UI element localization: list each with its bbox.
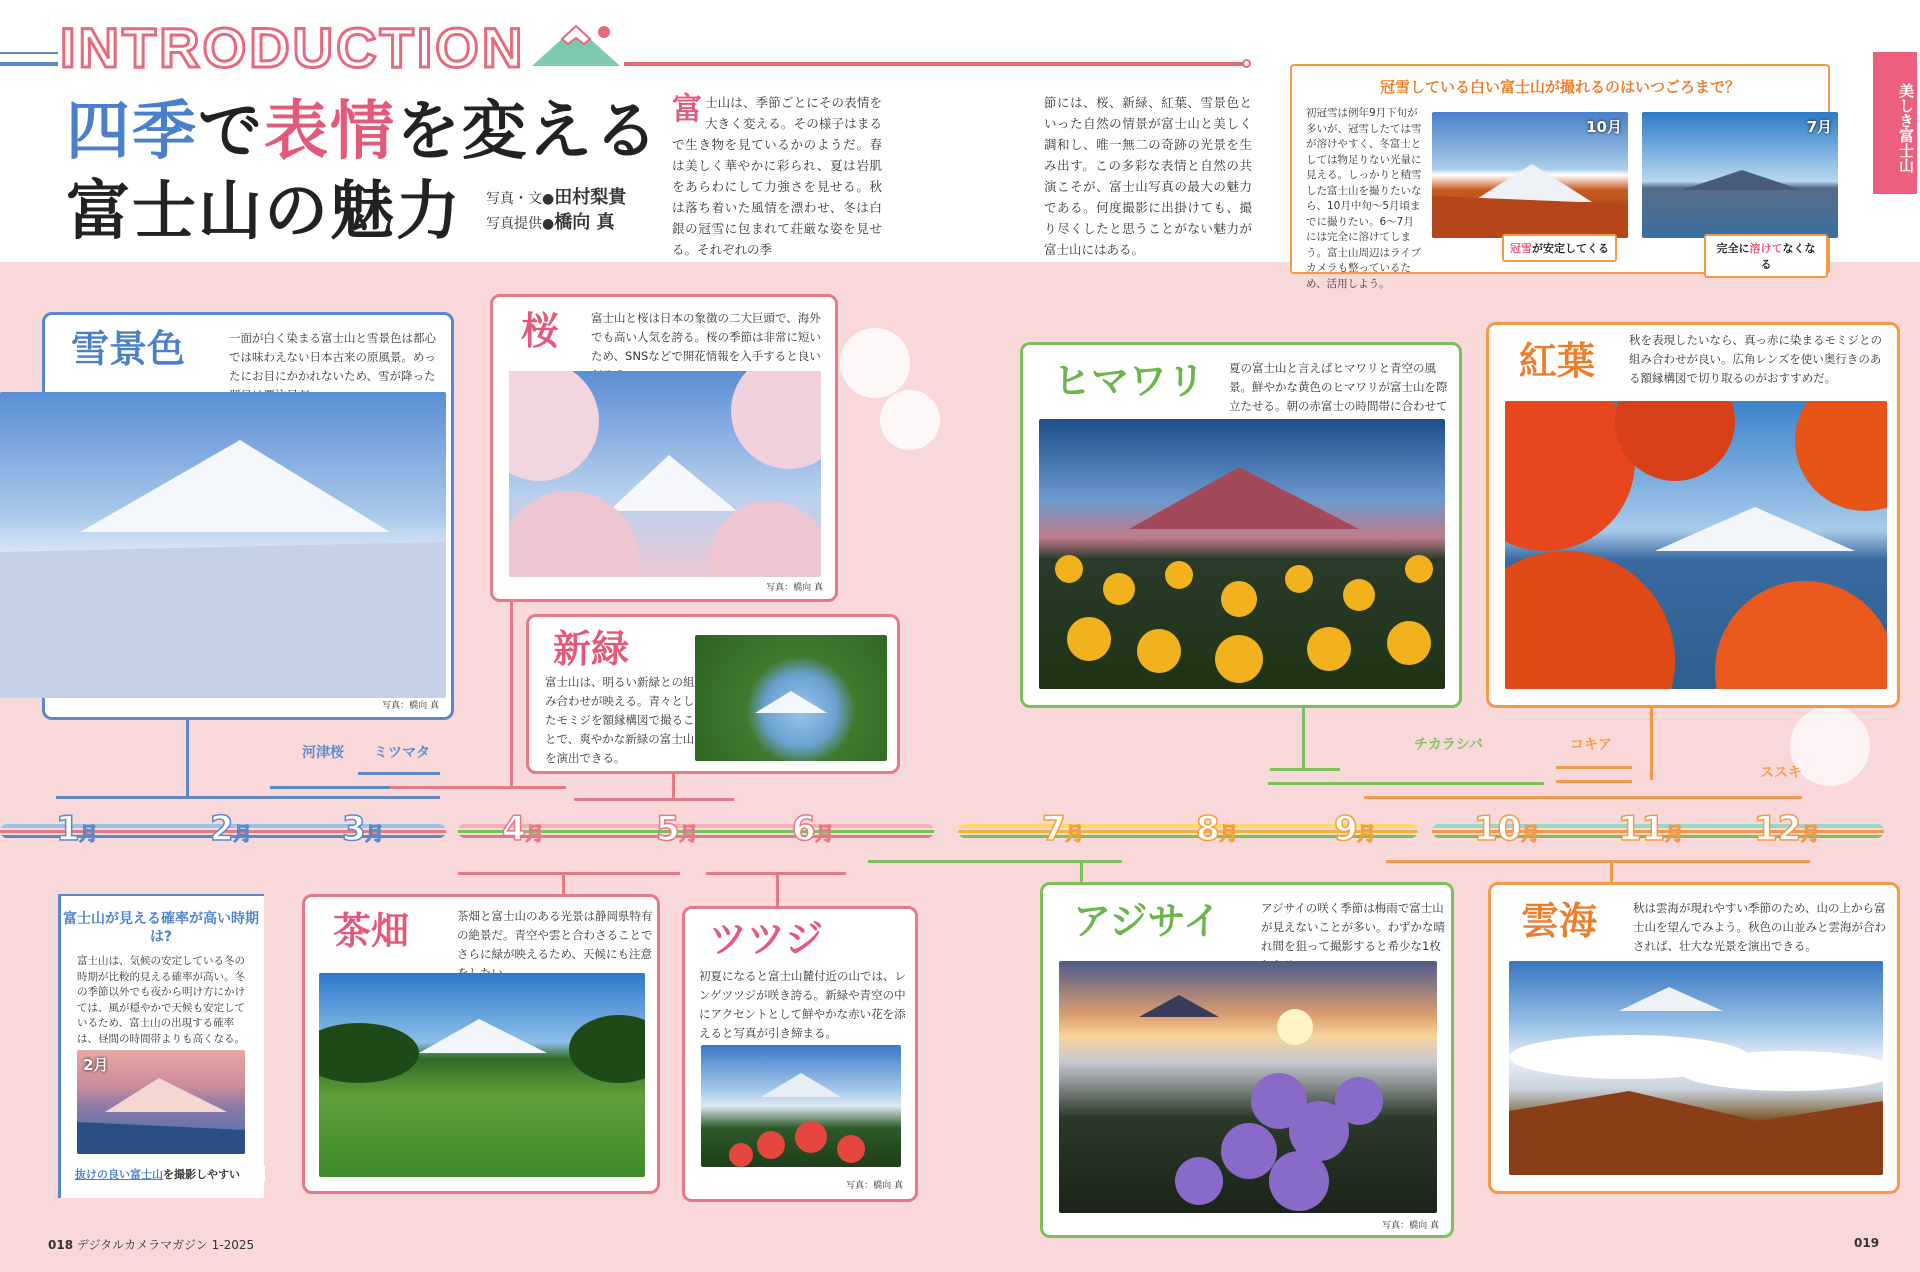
label-mitsumata: ミツマタ	[374, 745, 430, 761]
card-desc: 夏の富士山と言えばヒマワリと青空の風景。鮮やかな黄色のヒマワリが富士山を際立たせる。朝の赤富士の時間帯に合わせて	[1229, 361, 1448, 413]
month-5: 5月	[656, 809, 698, 849]
range-koyo	[1556, 780, 1632, 783]
header-rule-right	[624, 62, 1244, 66]
header-rule-left-thin	[0, 52, 58, 54]
header-rule-dot	[1242, 59, 1251, 68]
photo-february: 2月	[77, 1050, 245, 1154]
mount-fuji-icon	[528, 18, 624, 68]
range-kawazu	[270, 786, 398, 789]
card-sakura	[490, 294, 838, 602]
card-title: ツツジ	[709, 917, 824, 961]
snow-cap-box	[1290, 64, 1832, 290]
card-desc: 富士山と桜は日本の象徴の二大巨頭で、海外でも高い人気を誇る。桜の季節は非常に短いため、SNSなどで開花情報を入手すると良い	[591, 311, 821, 363]
connector	[672, 774, 675, 798]
photo-shinryoku	[695, 635, 887, 761]
card-shinryoku	[526, 614, 900, 774]
connector	[1302, 708, 1305, 770]
card-desc: 一面が白く染まる富士山と雪景色は都心では味わえない日本古来の原風景。めったにお目にかかれないため、雪が降った	[229, 331, 436, 383]
connector	[510, 602, 513, 786]
footer-left: 018 デジタルカメラマガジン 1-2025	[48, 1238, 255, 1252]
card-title: 紅葉	[1519, 339, 1596, 383]
card-title: アジサイ	[1073, 899, 1221, 943]
photo-chabatake	[319, 973, 645, 1177]
month-2: 2月	[210, 809, 252, 849]
month-7: 7月	[1042, 809, 1084, 849]
label-kawazu: 河津桜	[302, 745, 344, 761]
snow-box-title: 冠雪している白い富士山が撮れるのはいつごろまで？	[1379, 78, 1740, 96]
card-koyo	[1486, 322, 1900, 708]
photo-ajisai	[1059, 961, 1437, 1213]
card-title: 雲海	[1521, 899, 1598, 943]
card-unkai	[1488, 882, 1900, 1194]
photo-october: 10月	[1432, 112, 1628, 238]
footer-right-page: 019	[1854, 1236, 1880, 1250]
connector	[1650, 708, 1653, 780]
visibility-text: 富士山は、気候の安定している冬の時期が比較的見える確率が高い。冬の季節以外でも夜から明け方にかけては、風が穏やかで天候も安定しているため、富士山の出現する確率は、昼間の時間帯よりも高くなる。	[77, 955, 245, 1045]
card-chabatake	[302, 894, 660, 1194]
photo-unkai	[1509, 961, 1883, 1175]
photo-credit: 写真：橋向 真	[766, 583, 823, 593]
card-desc: 初夏になると富士山麓付近の山では、レンゲツツジが咲き誇る。新緑や青空の中にアクセントとして鮮やかな赤い花を添えると写真が引き締まる。	[699, 969, 906, 1040]
deco-circle	[1790, 706, 1870, 786]
card-desc: 茶畑と富士山のある光景は静岡県特有の絶景だ。青空や雲と合わさることでさらに緑が映えるため、天候にも注意	[457, 909, 653, 961]
connector	[776, 872, 779, 906]
month-1: 1月	[56, 809, 98, 849]
section-tab: 美しき富士山	[1873, 52, 1917, 194]
intro-column-2: 節には、桜、新緑、紅葉、雪景色といった自然の情景が富士山と美しく調和し、唯一無二の奇跡の光景を生み出す。この多彩な表情と自然の共演こそが、富士山写真の最大の魅力である。何度撮影に出掛けても、撮り尽くしたと思うことがない魅力が富士山にはある。	[1044, 95, 1252, 257]
card-title: 茶畑	[333, 909, 410, 953]
deco-circle	[880, 390, 940, 450]
card-title: ヒマワリ	[1053, 359, 1206, 403]
range-kokia	[1556, 766, 1632, 769]
range-sakura	[390, 786, 566, 789]
photo-credit: 写真：橋向 真	[1382, 1221, 1439, 1231]
range-yukigeshiki	[56, 796, 440, 799]
snow-box-text: 初冠雪は例年9月下旬が多いが、冠雪したては雪が溶けやすく、冬富士としては物足りない光量に見える。しっかりと積雪した富士山を撮りたいなら、10月中旬〜5月頃までに撮りたい。6〜7月には完全に溶けてしまう。富士山周辺はライブカメラも整っているため、活用しよう。	[1306, 107, 1422, 290]
photo-himawari	[1039, 419, 1445, 689]
badge-melted: 完全に溶けてなくなる	[1704, 234, 1828, 278]
month-4: 4月	[502, 809, 544, 849]
month-9: 9月	[1334, 809, 1376, 849]
card-title: 新緑	[553, 627, 630, 671]
range-mitsumata	[358, 772, 440, 775]
deco-circle	[840, 328, 910, 398]
card-himawari	[1020, 342, 1462, 708]
card-desc: アジサイの咲く季節は梅雨で富士山が見えないことが多い。わずかな晴れ間を狙って撮影すると希少な1枚	[1261, 901, 1445, 953]
visibility-title: 富士山が見える確率が高い時期は?	[63, 911, 259, 945]
card-desc: 秋を表現したいなら、真っ赤に染まるモミジとの組み合わせが良い。広角レンズを使い奥行きのある額縁構図で切り取るのがおすすめだ。	[1629, 333, 1882, 385]
label-chikara: チカラシバ	[1414, 737, 1483, 753]
range-chabatake	[458, 872, 680, 875]
photo-tsutsuji	[701, 1045, 901, 1167]
card-ajisai	[1040, 882, 1454, 1238]
month-8: 8月	[1196, 809, 1238, 849]
month-12: 12月	[1754, 809, 1820, 849]
photo-credit: 写真：橋向 真	[382, 701, 439, 711]
range-himawari	[1270, 768, 1340, 771]
card-desc: 富士山は、明るい新緑との組み合わせが映える。青々としたモミジを額縁構図で撮ることで、爽やかな新緑の富士山を演出できる。	[545, 675, 695, 765]
card-tsutsuji	[682, 906, 918, 1202]
range-ajisai	[868, 860, 1122, 863]
label-susuki: ススキ	[1760, 765, 1802, 781]
photo-sakura	[509, 371, 821, 577]
visibility-box	[58, 894, 264, 1198]
range-shinryoku	[574, 798, 734, 801]
connector	[1080, 860, 1083, 882]
card-desc: 秋は雲海が現れやすい季節のため、山の上から富士山を望んでみよう。秋色の山並みと雲海が合わされば、壮大な光景を演出できる。	[1633, 901, 1886, 953]
visibility-caption: 抜けの良い富士山を撮影しやすい	[75, 1166, 265, 1182]
month-6: 6月	[792, 809, 834, 849]
credits: 写真・文●田村梨貴 写真提供●橋向 真	[486, 187, 627, 233]
label-kokia: コキア	[1570, 737, 1612, 753]
badge-stable: 冠雪が安定してくる	[1502, 234, 1617, 262]
photo-july: 7月	[1642, 112, 1838, 238]
range-chikara	[1268, 782, 1544, 785]
month-3: 3月	[342, 809, 384, 849]
photo-credit: 写真：橋向 真	[846, 1181, 903, 1191]
header-rule-left	[0, 62, 58, 66]
card-title: 雪景色	[71, 327, 186, 371]
card-title: 桜	[521, 309, 560, 353]
connector	[186, 720, 189, 798]
month-11: 11月	[1618, 809, 1684, 849]
header-title: INTRODUCTION	[60, 16, 526, 79]
photo-koyo	[1505, 401, 1887, 689]
month-10: 10月	[1474, 809, 1540, 849]
range-susuki	[1364, 796, 1802, 799]
page-title: 四季で表情を変える 富士山の魅力	[66, 95, 660, 249]
intro-column-1: 富士山は、季節ごとにその表情を大きく変える。その様子はまるで生き物を見ているかのようだ。春は美しく華やかに彩られ、夏は岩肌をあらわにして力強さを見せる。秋は落ち着いた風情を漂わせ、冬は白銀の冠雪に包まれて荘厳な姿を見せる。それぞれの季	[672, 92, 882, 257]
photo-yukigeshiki	[0, 392, 446, 698]
range-unkai	[1386, 860, 1810, 863]
